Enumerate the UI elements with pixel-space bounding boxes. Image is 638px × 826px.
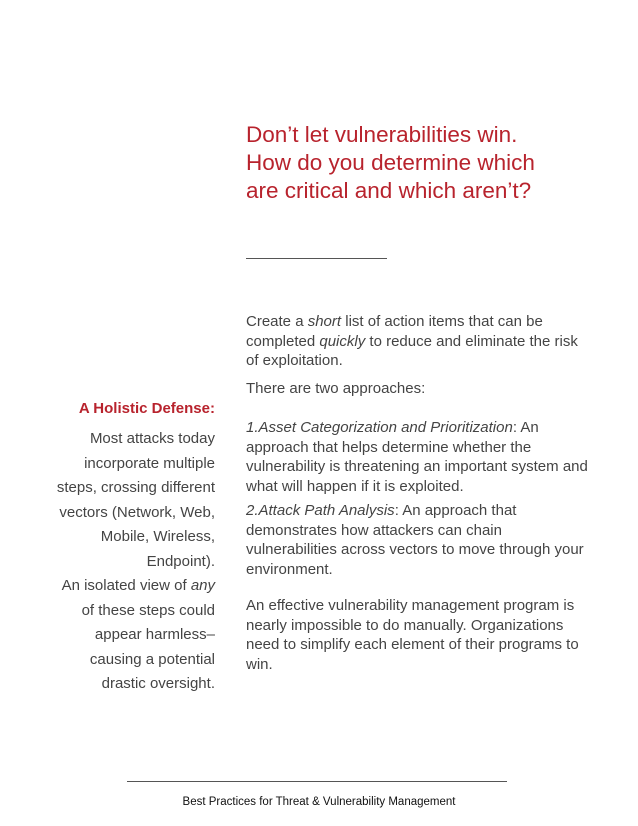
sidebar-line: of these steps could — [81, 601, 215, 619]
sidebar-title: A Holistic Defense: — [78, 400, 215, 417]
intro-emphasis-short: short — [307, 313, 342, 330]
approach-item-2 — [246, 501, 591, 579]
intro-emphasis-quickly: quickly — [319, 332, 366, 350]
approach-1-text: An approach that helps determine whether the vulnerability is threatening an important system and what will happen if it is exploited. — [246, 419, 588, 495]
sidebar-line: causing a potential — [89, 650, 215, 668]
approach-1-title: 1.Asset Categorization and Prioritization — [246, 419, 513, 436]
sidebar-line: appear harmless– — [94, 626, 215, 643]
sidebar-line: drastic oversight. — [101, 675, 215, 692]
intro-text-3: to reduce and eliminate the risk of exploitation. — [246, 332, 578, 369]
sidebar — [30, 397, 215, 697]
sidebar-body — [30, 427, 215, 697]
sidebar-line: Mobile, Wireless, — [100, 528, 215, 545]
intro-text-2: list of action items that can be completed — [246, 313, 543, 350]
heading-line-2: How do you determine which — [246, 150, 535, 175]
page-footer: Best Practices for Threat & Vulnerability Management — [182, 796, 456, 808]
closing-paragraph: An effective vulnerability management program is nearly impossible to do manually. Organizations need to simplify each element of their programs to win. — [246, 597, 579, 673]
footer-divider — [127, 781, 507, 782]
intro-paragraph — [246, 312, 591, 371]
sidebar-line: steps, crossing different — [56, 479, 215, 496]
heading-line-3: are critical and which aren’t? — [246, 178, 532, 203]
approach-1-colon: : — [512, 419, 517, 436]
sidebar-emphasis-any: any — [190, 577, 215, 594]
approach-item-1 — [246, 418, 591, 496]
sidebar-line: Endpoint). — [146, 552, 215, 570]
approach-2-text: An approach that demonstrates how attackers can chain vulnerabilities across vectors to move through your environment. — [246, 502, 584, 578]
heading-divider — [246, 258, 387, 259]
sidebar-line: Most attacks today — [89, 430, 215, 447]
approach-2-title: 2.Attack Path Analysis — [246, 502, 395, 519]
main-column — [246, 312, 591, 674]
approaches-intro: There are two approaches: — [246, 379, 426, 397]
sidebar-line: incorporate multiple — [84, 454, 215, 472]
page-heading — [246, 121, 618, 205]
sidebar-line: vectors (Network, Web, — [59, 503, 215, 521]
sidebar-line-isolated — [30, 574, 215, 599]
approach-2-colon: : — [394, 502, 399, 519]
heading-line-1: Don’t let vulnerabilities win. — [246, 122, 518, 147]
intro-text-1: Create a — [246, 313, 308, 330]
sidebar-isolated-text: An isolated view of — [61, 577, 191, 594]
